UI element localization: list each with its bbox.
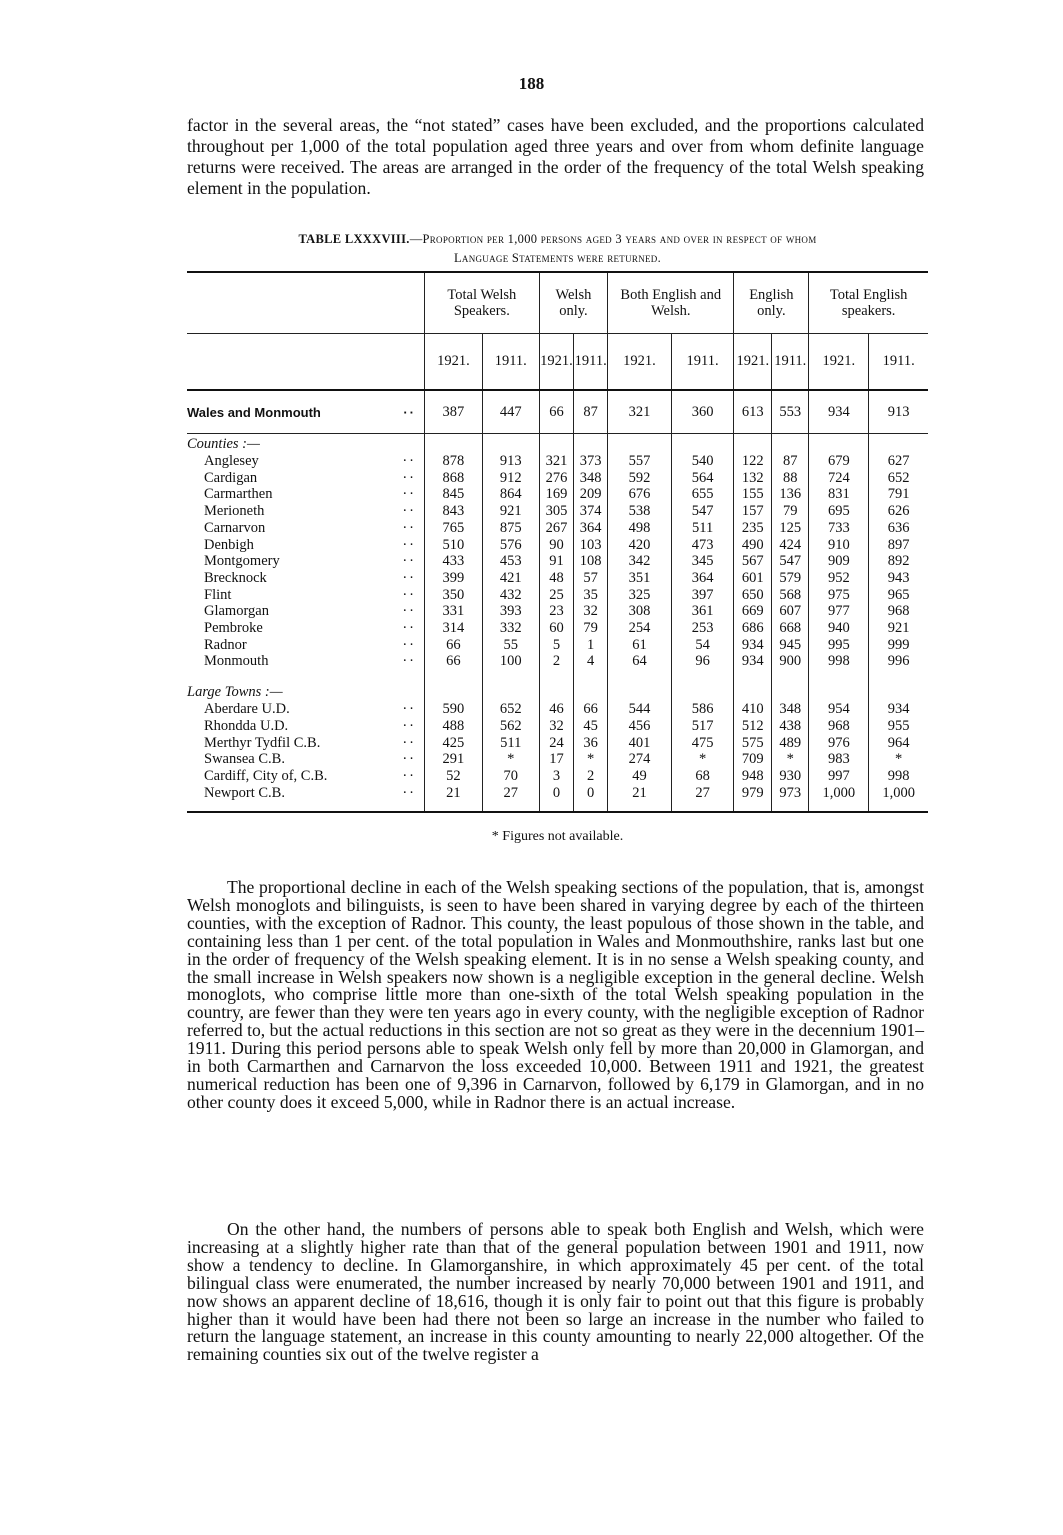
table-cell: 87 bbox=[772, 453, 809, 470]
row-label: Flint ·· bbox=[187, 587, 425, 604]
section-heading-row bbox=[187, 434, 928, 454]
table-cell: 308 bbox=[608, 603, 672, 620]
table-cell: 361 bbox=[671, 603, 734, 620]
table-cell: 553 bbox=[772, 390, 809, 434]
table-cell: 586 bbox=[671, 701, 734, 718]
row-label: Montgomery ·· bbox=[187, 553, 425, 570]
table-cell: 975 bbox=[809, 587, 869, 604]
row-label: Cardigan ·· bbox=[187, 470, 425, 487]
table-cell: 373 bbox=[574, 453, 608, 470]
table-cell: 934 bbox=[809, 390, 869, 434]
row-label: Merthyr Tydfil C.B. ·· bbox=[187, 735, 425, 752]
table-cell: * bbox=[772, 751, 809, 768]
table-cell: 488 bbox=[425, 718, 483, 735]
table-cell: 547 bbox=[772, 553, 809, 570]
table-row bbox=[187, 768, 928, 785]
table-cell: 70 bbox=[482, 768, 539, 785]
table-cell: 432 bbox=[482, 587, 539, 604]
table-cell: 36 bbox=[574, 735, 608, 752]
table-cell: 55 bbox=[482, 637, 539, 654]
table-cell: 364 bbox=[574, 520, 608, 537]
table-cell: 489 bbox=[772, 735, 809, 752]
table-cell: 254 bbox=[608, 620, 672, 637]
table-cell: 892 bbox=[869, 553, 928, 570]
table-cell: 845 bbox=[425, 486, 483, 503]
table-cell: 374 bbox=[574, 503, 608, 520]
table-title-line1: —Proportion per 1,000 persons aged 3 years and over in respect of whom bbox=[409, 232, 817, 246]
table-cell: 235 bbox=[734, 520, 772, 537]
table-cell: 650 bbox=[734, 587, 772, 604]
year-header: 1911. bbox=[772, 334, 809, 391]
table-cell: 155 bbox=[734, 486, 772, 503]
body-paragraph-1: The proportional decline in each of the Welsh speaking sections of the population, that is, amongst Welsh monoglots and bilinguists, is seen to have been shared in varying degree by each of the thirteen counties, with the exception of Radnor. This county, the least populous of those shown in the table, and containing less than 1 per cent. of the total population in Wales and Monmouthshire, ranks last but one in the order of frequency of the Welsh speaking element. It is in no sense a Welsh speaking county, and the small increase in Welsh speakers now shown is a negligible exception in the general decline. Welsh monoglots, who comprise little more than one-sixth of the total Welsh speaking population in the country, are fewer than they were ten years ago in every county, with the negligible exception of Radnor referred to, but the actual reductions in this section are not so great as they were in the decennium 1901–1911. During this period persons able to speak Welsh only fell by more than 20,000 in Glamorgan, and in both Carmarthen and Carnarvon the loss exceeded 10,000. Between 1911 and 1921, the greatest numerical reduction has been one of 9,396 in Carnarvon, followed by 6,179 in Glamorgan, and in no other county does it exceed 5,000, while in Radnor there is an actual increase. bbox=[187, 877, 924, 1112]
row-label: Radnor ·· bbox=[187, 637, 425, 654]
table-cell: 79 bbox=[772, 503, 809, 520]
leader-dots: ·· bbox=[402, 536, 416, 553]
table-row bbox=[187, 637, 928, 654]
table-cell: 325 bbox=[608, 587, 672, 604]
table-cell: 447 bbox=[482, 390, 539, 434]
table-cell: 351 bbox=[608, 570, 672, 587]
table-cell: 955 bbox=[869, 718, 928, 735]
intro-paragraph: factor in the several areas, the “not stated” cases have been excluded, and the proportions calculated throughout per 1,000 of the total population aged three years and over from whom definite language returns were received. The areas are arranged in the order of the frequency of the total Welsh speaking element in the population. bbox=[187, 115, 924, 198]
table-row bbox=[187, 520, 928, 537]
row-label: Anglesey ·· bbox=[187, 453, 425, 470]
table-cell: 32 bbox=[539, 718, 573, 735]
table-cell: 921 bbox=[482, 503, 539, 520]
table-cell: 999 bbox=[869, 637, 928, 654]
table-cell: 965 bbox=[869, 587, 928, 604]
table-cell: 433 bbox=[425, 553, 483, 570]
table-cell: 921 bbox=[869, 620, 928, 637]
table-cell: 627 bbox=[869, 453, 928, 470]
leader-dots: ·· bbox=[402, 653, 416, 670]
row-label: Rhondda U.D. ·· bbox=[187, 718, 425, 735]
table-cell: 438 bbox=[772, 718, 809, 735]
table-cell: 498 bbox=[608, 520, 672, 537]
table-cell: 590 bbox=[425, 701, 483, 718]
table-cell: 601 bbox=[734, 570, 772, 587]
row-label: Cardiff, City of, C.B. ·· bbox=[187, 768, 425, 785]
table-cell: 964 bbox=[869, 735, 928, 752]
year-header: 1911. bbox=[869, 334, 928, 391]
table-cell: 652 bbox=[482, 701, 539, 718]
table-cell: 0 bbox=[574, 785, 608, 802]
table-cell: 45 bbox=[574, 718, 608, 735]
table-cell: 517 bbox=[671, 718, 734, 735]
table-cell: 1,000 bbox=[869, 785, 928, 802]
table-cell: 169 bbox=[539, 486, 573, 503]
group-header: English only. bbox=[734, 272, 809, 334]
table-cell: 686 bbox=[734, 620, 772, 637]
table-row-wales bbox=[187, 390, 928, 434]
leader-dots: ·· bbox=[402, 734, 416, 751]
table-title-line2: Language Statements were returned. bbox=[453, 251, 662, 265]
table-cell: 348 bbox=[574, 470, 608, 487]
table-cell: 305 bbox=[539, 503, 573, 520]
table-cell: 575 bbox=[734, 735, 772, 752]
table-cell: 948 bbox=[734, 768, 772, 785]
table-cell: 909 bbox=[809, 553, 869, 570]
table-group-header-row bbox=[187, 272, 928, 334]
table-cell: 108 bbox=[574, 553, 608, 570]
leader-dots: ·· bbox=[402, 767, 416, 784]
row-label: Aberdare U.D. ·· bbox=[187, 701, 425, 718]
leader-dots: ·· bbox=[403, 404, 416, 420]
language-table bbox=[187, 271, 928, 813]
table-cell: 954 bbox=[809, 701, 869, 718]
table-cell: 399 bbox=[425, 570, 483, 587]
table-cell: 122 bbox=[734, 453, 772, 470]
table-year-header-row bbox=[187, 334, 928, 391]
table-cell: 24 bbox=[539, 735, 573, 752]
table-row bbox=[187, 587, 928, 604]
table-cell: 843 bbox=[425, 503, 483, 520]
leader-dots: ·· bbox=[402, 636, 416, 653]
table-cell: 912 bbox=[482, 470, 539, 487]
table-cell: 733 bbox=[809, 520, 869, 537]
year-header: 1911. bbox=[574, 334, 608, 391]
table-cell: 913 bbox=[869, 390, 928, 434]
table-cell: 875 bbox=[482, 520, 539, 537]
table-cell: 66 bbox=[574, 701, 608, 718]
table-cell: 453 bbox=[482, 553, 539, 570]
table-cell: 103 bbox=[574, 537, 608, 554]
table-cell: 96 bbox=[671, 653, 734, 670]
table-cell: 652 bbox=[869, 470, 928, 487]
table-cell: 475 bbox=[671, 735, 734, 752]
table-cell: 669 bbox=[734, 603, 772, 620]
table-cell: 998 bbox=[869, 768, 928, 785]
table-cell: * bbox=[482, 751, 539, 768]
table-cell: 291 bbox=[425, 751, 483, 768]
table-cell: 0 bbox=[539, 785, 573, 802]
table-cell: 21 bbox=[608, 785, 672, 802]
table-row bbox=[187, 553, 928, 570]
table-cell: 348 bbox=[772, 701, 809, 718]
table-cell: 424 bbox=[772, 537, 809, 554]
table-cell: 35 bbox=[574, 587, 608, 604]
table-cell: 607 bbox=[772, 603, 809, 620]
table-cell: 79 bbox=[574, 620, 608, 637]
table-cell: 5 bbox=[539, 637, 573, 654]
year-header: 1921. bbox=[809, 334, 869, 391]
table-cell: 564 bbox=[671, 470, 734, 487]
table-cell: 314 bbox=[425, 620, 483, 637]
table-row bbox=[187, 603, 928, 620]
table-cell: 25 bbox=[539, 587, 573, 604]
leader-dots: ·· bbox=[402, 486, 416, 503]
table-cell: 945 bbox=[772, 637, 809, 654]
row-label: Pembroke ·· bbox=[187, 620, 425, 637]
table-cell: 397 bbox=[671, 587, 734, 604]
row-label: Glamorgan ·· bbox=[187, 603, 425, 620]
row-label: Carnarvon ·· bbox=[187, 520, 425, 537]
table-cell: 88 bbox=[772, 470, 809, 487]
table-row bbox=[187, 701, 928, 718]
table-cell: 576 bbox=[482, 537, 539, 554]
table-cell: 23 bbox=[539, 603, 573, 620]
table-cell: 456 bbox=[608, 718, 672, 735]
table-cell: 791 bbox=[869, 486, 928, 503]
table-cell: 679 bbox=[809, 453, 869, 470]
table-cell: 943 bbox=[869, 570, 928, 587]
row-label: Merioneth ·· bbox=[187, 503, 425, 520]
table-row bbox=[187, 751, 928, 768]
year-header: 1921. bbox=[539, 334, 573, 391]
row-label: Monmouth ·· bbox=[187, 653, 425, 670]
table-cell: 1,000 bbox=[809, 785, 869, 802]
table-cell: 976 bbox=[809, 735, 869, 752]
table-cell: 695 bbox=[809, 503, 869, 520]
leader-dots: ·· bbox=[402, 784, 416, 801]
table-row bbox=[187, 620, 928, 637]
table-cell: 864 bbox=[482, 486, 539, 503]
table-cell: 1 bbox=[574, 637, 608, 654]
table-cell: 125 bbox=[772, 520, 809, 537]
table-row bbox=[187, 785, 928, 802]
leader-dots: ·· bbox=[402, 453, 416, 469]
table-cell: 209 bbox=[574, 486, 608, 503]
table-row bbox=[187, 503, 928, 520]
table-caption bbox=[187, 230, 928, 268]
page-number: 188 bbox=[518, 74, 545, 93]
table-row bbox=[187, 470, 928, 487]
table-cell: 331 bbox=[425, 603, 483, 620]
table-cell: 157 bbox=[734, 503, 772, 520]
table-cell: * bbox=[671, 751, 734, 768]
table-cell: 510 bbox=[425, 537, 483, 554]
table-cell: 952 bbox=[809, 570, 869, 587]
table-cell: 538 bbox=[608, 503, 672, 520]
table-cell: 540 bbox=[671, 453, 734, 470]
table-title-name: TABLE LXXXVIII. bbox=[298, 232, 410, 246]
table-cell: 27 bbox=[671, 785, 734, 802]
table-cell: 636 bbox=[869, 520, 928, 537]
table-cell: 2 bbox=[539, 653, 573, 670]
table-cell: 668 bbox=[772, 620, 809, 637]
group-header: Welsh only. bbox=[539, 272, 607, 334]
table-cell: 52 bbox=[425, 768, 483, 785]
table-cell: 87 bbox=[574, 390, 608, 434]
table-cell: 350 bbox=[425, 587, 483, 604]
year-header: 1921. bbox=[425, 334, 483, 391]
table-cell: 979 bbox=[734, 785, 772, 802]
table-cell: 136 bbox=[772, 486, 809, 503]
table-cell: 345 bbox=[671, 553, 734, 570]
table-cell: 17 bbox=[539, 751, 573, 768]
table-cell: 900 bbox=[772, 653, 809, 670]
table-cell: 410 bbox=[734, 701, 772, 718]
year-header: 1921. bbox=[608, 334, 672, 391]
table-cell: 490 bbox=[734, 537, 772, 554]
table-cell: * bbox=[869, 751, 928, 768]
leader-dots: ·· bbox=[402, 586, 416, 603]
table-cell: 977 bbox=[809, 603, 869, 620]
table-cell: 940 bbox=[809, 620, 869, 637]
table-cell: 968 bbox=[869, 603, 928, 620]
table-cell: 132 bbox=[734, 470, 772, 487]
table-cell: 420 bbox=[608, 537, 672, 554]
table-cell: 276 bbox=[539, 470, 573, 487]
table-cell: 90 bbox=[539, 537, 573, 554]
table-cell: 64 bbox=[608, 653, 672, 670]
table-cell: 393 bbox=[482, 603, 539, 620]
table-cell: 983 bbox=[809, 751, 869, 768]
table-cell: 934 bbox=[734, 637, 772, 654]
table-cell: 46 bbox=[539, 701, 573, 718]
table-cell: 592 bbox=[608, 470, 672, 487]
table-cell: 21 bbox=[425, 785, 483, 802]
table-row bbox=[187, 453, 928, 470]
table-cell: 48 bbox=[539, 570, 573, 587]
table-row bbox=[187, 653, 928, 670]
table-row bbox=[187, 718, 928, 735]
year-header: 1911. bbox=[482, 334, 539, 391]
table-cell: 421 bbox=[482, 570, 539, 587]
table-cell: 68 bbox=[671, 768, 734, 785]
table-cell: 709 bbox=[734, 751, 772, 768]
table-cell: 724 bbox=[809, 470, 869, 487]
table-cell: 897 bbox=[869, 537, 928, 554]
table-cell: 579 bbox=[772, 570, 809, 587]
table-cell: 512 bbox=[734, 718, 772, 735]
table-cell: 332 bbox=[482, 620, 539, 637]
table-cell: 387 bbox=[425, 390, 483, 434]
table-cell: 66 bbox=[539, 390, 573, 434]
table-cell: 425 bbox=[425, 735, 483, 752]
table-cell: 511 bbox=[671, 520, 734, 537]
table-cell: 54 bbox=[671, 637, 734, 654]
table-cell: 61 bbox=[608, 637, 672, 654]
table-row bbox=[187, 735, 928, 752]
table-cell: 321 bbox=[539, 453, 573, 470]
table-footnote: * Figures not available. bbox=[491, 829, 624, 844]
table-cell: 364 bbox=[671, 570, 734, 587]
table-cell: 2 bbox=[574, 768, 608, 785]
table-cell: 557 bbox=[608, 453, 672, 470]
leader-dots: ·· bbox=[402, 603, 416, 620]
section-heading-row bbox=[187, 682, 928, 701]
table-cell: 998 bbox=[809, 653, 869, 670]
row-label: Denbigh ·· bbox=[187, 537, 425, 554]
table-cell: 4 bbox=[574, 653, 608, 670]
table-cell: * bbox=[574, 751, 608, 768]
table-cell: 934 bbox=[869, 701, 928, 718]
table-cell: 996 bbox=[869, 653, 928, 670]
year-header: 1911. bbox=[671, 334, 734, 391]
table-cell: 32 bbox=[574, 603, 608, 620]
table-cell: 562 bbox=[482, 718, 539, 735]
table-cell: 321 bbox=[608, 390, 672, 434]
table-cell: 267 bbox=[539, 520, 573, 537]
year-header: 1921. bbox=[734, 334, 772, 391]
table-cell: 49 bbox=[608, 768, 672, 785]
table-cell: 66 bbox=[425, 653, 483, 670]
table-cell: 655 bbox=[671, 486, 734, 503]
table-cell: 342 bbox=[608, 553, 672, 570]
table-cell: 930 bbox=[772, 768, 809, 785]
body-paragraph-2: On the other hand, the numbers of persons able to speak both English and Welsh, which were increasing at a slightly higher rate than that of the general population between 1901 and 1911, now show a tendency to decline. In Glamorganshire, in which approximately 45 per cent. of the total bilingual class were enumerated, the number increased by nearly 70,000 between 1901 and 1911, and now shows an apparent decline of 18,616, though it is only fair to point out that this figure is probably higher than it would have been had there not been so large an increase in the number who failed to return the language statement, an increase in this county amounting to nearly 22,000 altogether. Of the remaining counties six out of the twelve register a bbox=[187, 1219, 924, 1365]
table-cell: 60 bbox=[539, 620, 573, 637]
table-cell: 253 bbox=[671, 620, 734, 637]
leader-dots: ·· bbox=[402, 717, 416, 734]
table-cell: 473 bbox=[671, 537, 734, 554]
table-cell: 995 bbox=[809, 637, 869, 654]
table-cell: 831 bbox=[809, 486, 869, 503]
row-label: Swansea C.B. ·· bbox=[187, 751, 425, 768]
table-cell: 3 bbox=[539, 768, 573, 785]
group-header: Total English speakers. bbox=[809, 272, 928, 334]
table-cell: 57 bbox=[574, 570, 608, 587]
leader-dots: ·· bbox=[402, 569, 416, 586]
table-cell: 997 bbox=[809, 768, 869, 785]
leader-dots: ·· bbox=[402, 553, 416, 570]
table-cell: 401 bbox=[608, 735, 672, 752]
table-cell: 878 bbox=[425, 453, 483, 470]
table-cell: 544 bbox=[608, 701, 672, 718]
table-cell: 567 bbox=[734, 553, 772, 570]
table-cell: 676 bbox=[608, 486, 672, 503]
leader-dots: ·· bbox=[402, 620, 416, 637]
row-label: Carmarthen ·· bbox=[187, 486, 425, 503]
stub-header bbox=[187, 272, 425, 334]
group-header: Both English and Welsh. bbox=[608, 272, 734, 334]
table-row bbox=[187, 537, 928, 554]
table-body bbox=[187, 390, 928, 812]
table-cell: 66 bbox=[425, 637, 483, 654]
table-cell: 913 bbox=[482, 453, 539, 470]
table-cell: 968 bbox=[809, 718, 869, 735]
table-cell: 910 bbox=[809, 537, 869, 554]
table-cell: 626 bbox=[869, 503, 928, 520]
table-cell: 765 bbox=[425, 520, 483, 537]
table-cell: 360 bbox=[671, 390, 734, 434]
row-label: Wales and Monmouth ·· bbox=[187, 390, 425, 434]
row-label: Brecknock ·· bbox=[187, 570, 425, 587]
table-cell: 274 bbox=[608, 751, 672, 768]
section-heading: Large Towns :— bbox=[187, 684, 283, 701]
table-cell: 27 bbox=[482, 785, 539, 802]
row-label: Newport C.B. ·· bbox=[187, 785, 425, 802]
table-row bbox=[187, 486, 928, 503]
leader-dots: ·· bbox=[402, 503, 416, 520]
table-cell: 100 bbox=[482, 653, 539, 670]
table-cell: 511 bbox=[482, 735, 539, 752]
leader-dots: ·· bbox=[402, 751, 416, 768]
table-cell: 613 bbox=[734, 390, 772, 434]
table-cell: 568 bbox=[772, 587, 809, 604]
leader-dots: ·· bbox=[402, 701, 416, 718]
table-cell: 868 bbox=[425, 470, 483, 487]
table-cell: 973 bbox=[772, 785, 809, 802]
table-cell: 91 bbox=[539, 553, 573, 570]
section-heading: Counties :— bbox=[187, 436, 260, 452]
table-cell: 547 bbox=[671, 503, 734, 520]
table-cell: 934 bbox=[734, 653, 772, 670]
table-row bbox=[187, 570, 928, 587]
leader-dots: ·· bbox=[402, 469, 416, 486]
group-header: Total Welsh Speakers. bbox=[425, 272, 540, 334]
leader-dots: ·· bbox=[402, 519, 416, 536]
